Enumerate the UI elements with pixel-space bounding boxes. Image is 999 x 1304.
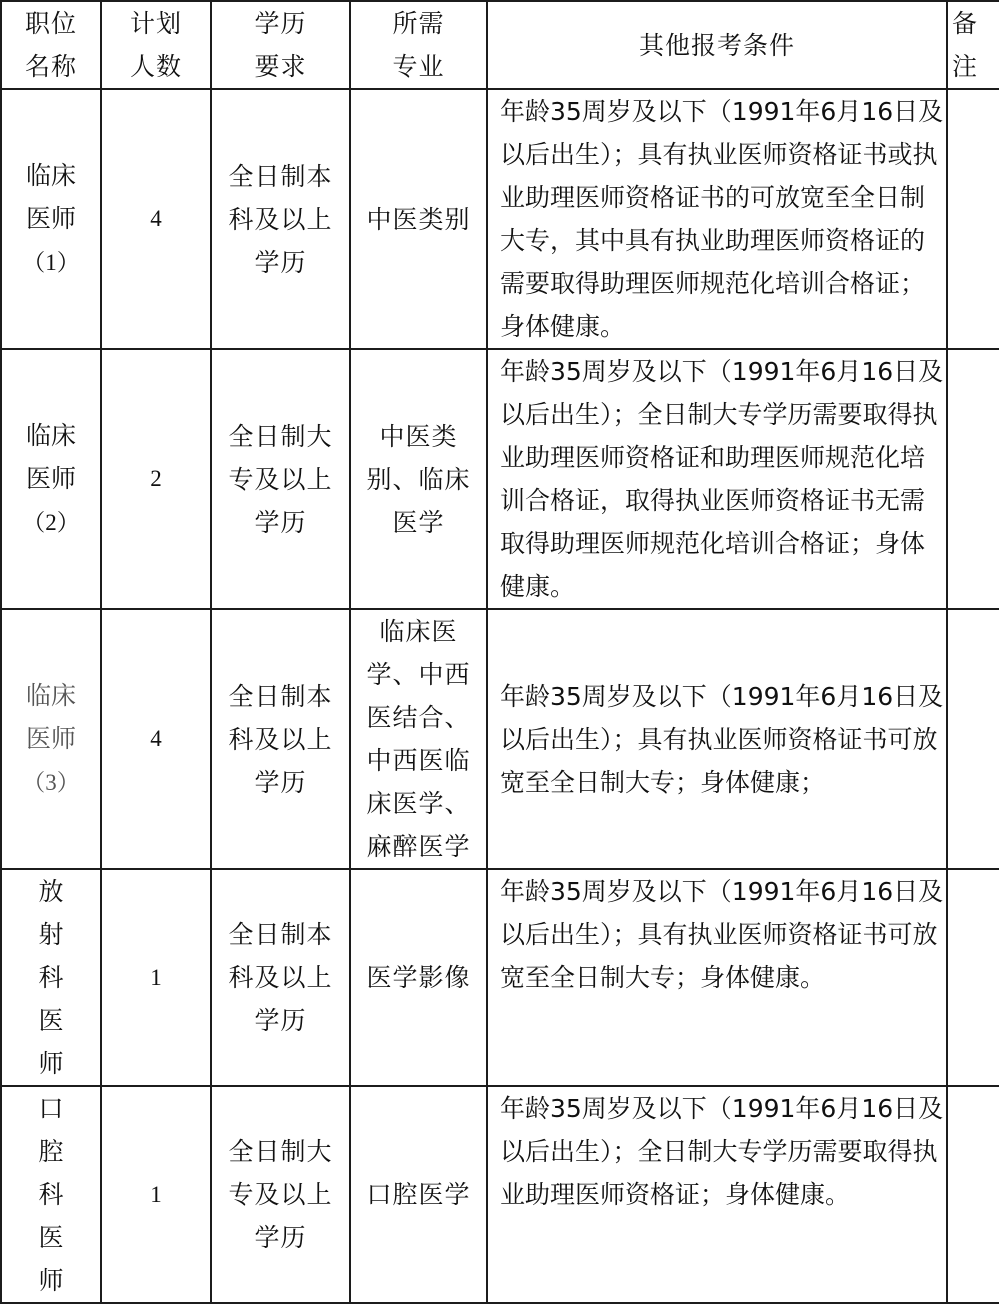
position-name: 临床医师 （3）	[1, 609, 101, 869]
header-conditions: 其他报考条件	[487, 1, 947, 89]
header-position: 职位名称	[1, 1, 101, 89]
plan-count: 4	[101, 89, 211, 349]
required-major: 中医类别	[350, 89, 487, 349]
education-requirement: 全日制本科及以上学历	[211, 869, 350, 1086]
plan-count: 4	[101, 609, 211, 869]
note-cell	[947, 1086, 999, 1303]
other-conditions: 年龄35周岁及以下（1991年6月16日及以后出生）；具有执业医师资格证书可放宽至全日制大专；身体健康。	[487, 869, 947, 1086]
table-row	[1, 89, 999, 349]
education-requirement: 全日制本科及以上学历	[211, 609, 350, 869]
note-cell	[947, 609, 999, 869]
required-major: 口腔医学	[350, 1086, 487, 1303]
table-row	[1, 869, 999, 1086]
education-requirement: 全日制大专及以上学历	[211, 1086, 350, 1303]
education-requirement: 全日制本科及以上学历	[211, 89, 350, 349]
other-conditions: 年龄35周岁及以下（1991年6月16日及以后出生）；全日制大专学历需要取得执业助理医师资格证；身体健康。	[487, 1086, 947, 1303]
position-name: 口腔科医师	[1, 1086, 101, 1303]
required-major: 中医类别、临床医学	[350, 349, 487, 609]
table-row	[1, 609, 999, 869]
plan-count: 2	[101, 349, 211, 609]
required-major: 医学影像	[350, 869, 487, 1086]
header-major: 所需专业	[350, 1, 487, 89]
other-conditions: 年龄35周岁及以下（1991年6月16日及以后出生）；具有执业医师资格证书可放宽至全日制大专；身体健康；	[487, 609, 947, 869]
note-cell	[947, 349, 999, 609]
plan-count: 1	[101, 869, 211, 1086]
other-conditions: 年龄35周岁及以下（1991年6月16日及以后出生）；具有执业医师资格证书或执业助理医师资格证书的可放宽至全日制大专，其中具有执业助理医师资格证的需要取得助理医师规范化培训合格证；身体健康。	[487, 89, 947, 349]
required-major: 临床医学、中西医结合、中西医临床医学、麻醉医学	[350, 609, 487, 869]
position-name: 临床医师 （2）	[1, 349, 101, 609]
plan-count: 1	[101, 1086, 211, 1303]
table-row	[1, 349, 999, 609]
header-row	[1, 1, 999, 89]
position-name: 放射科医师	[1, 869, 101, 1086]
header-education: 学历要求	[211, 1, 350, 89]
header-note: 备注	[947, 1, 999, 89]
table-row	[1, 1086, 999, 1303]
note-cell	[947, 89, 999, 349]
position-name: 临床医师 （1）	[1, 89, 101, 349]
header-count: 计划人数	[101, 1, 211, 89]
other-conditions: 年龄35周岁及以下（1991年6月16日及以后出生）；全日制大专学历需要取得执业助理医师资格证和助理医师规范化培训合格证，取得执业医师资格证书无需取得助理医师规范化培训合格证；身体健康。	[487, 349, 947, 609]
note-cell	[947, 869, 999, 1086]
education-requirement: 全日制大专及以上学历	[211, 349, 350, 609]
